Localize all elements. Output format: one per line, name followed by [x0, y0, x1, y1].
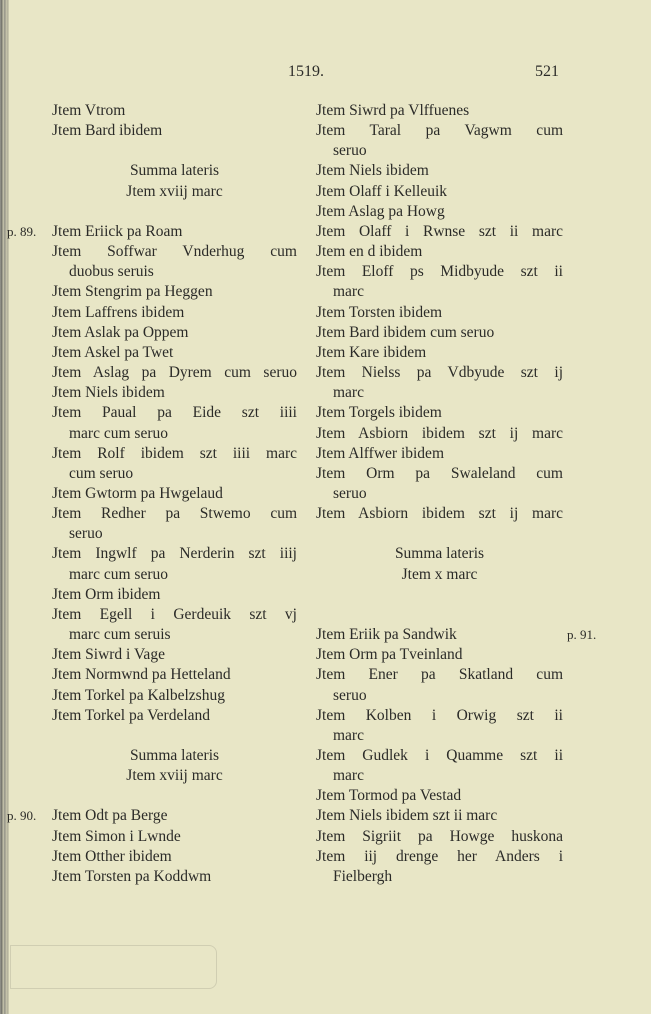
line-text: Jtem Orm pa Tveinland [316, 646, 463, 664]
paper-slip-mark [10, 945, 217, 989]
line-text: marc cum seruo [69, 424, 168, 442]
entry-continuation [52, 424, 297, 444]
line-text: Jtem Siwrd i Vage [52, 646, 165, 664]
line-text: Jtem Aslag pa Dyrem cum seruo [52, 364, 297, 382]
entry-line [52, 847, 297, 867]
line-text: Jtem Olaff i Kelleuik [316, 182, 448, 200]
entry-line [316, 303, 563, 323]
line-text: Jtem Taral pa Vagwm cum [316, 122, 563, 140]
line-text: Jtem Ingwlf pa Nerderin szt iiij [52, 545, 297, 563]
left-column [7, 101, 297, 887]
entry-line [316, 827, 563, 847]
entry-line [52, 242, 297, 262]
line-text: Jtem Niels ibidem [52, 384, 165, 402]
entry-continuation [316, 484, 563, 504]
line-text: Jtem Kare ibidem [316, 343, 427, 361]
entry-line [52, 101, 297, 121]
summary-line [52, 182, 297, 202]
line-text: Jtem Ener pa Skatland cum [316, 666, 563, 684]
summary-line [316, 565, 563, 585]
entry-continuation [316, 726, 563, 746]
header-year: 1519. [288, 63, 324, 80]
line-text: Jtem Otther ibidem [52, 847, 172, 865]
line-text: Jtem Eloff ps Midbyude szt ii [316, 263, 563, 281]
line-text: Jtem Vtrom [52, 102, 126, 119]
line-text: Jtem Rolf ibidem szt iiii marc [52, 444, 297, 462]
line-text: Jtem Torgels ibidem [316, 404, 442, 422]
line-text: Jtem Nielss pa Vdbyude szt ij [316, 364, 563, 382]
entry-line [316, 262, 563, 282]
entry-line [316, 464, 563, 484]
line-text: Jtem Asbiorn ibidem szt ij marc [316, 505, 563, 523]
entry-line [52, 645, 297, 665]
entry-line [316, 222, 563, 242]
entry-line [316, 806, 563, 826]
margin-page-reference: p. 91. [567, 627, 597, 643]
entry-line [52, 827, 297, 847]
line-text: seruo [333, 686, 367, 704]
entry-continuation [316, 282, 563, 302]
line-text: Jtem Eriik pa Sandwik [316, 626, 457, 644]
margin-page-reference: p. 89. [7, 223, 37, 239]
line-text: Jtem Torsten ibidem [316, 303, 443, 321]
entry-continuation [316, 686, 563, 706]
entry-line [316, 242, 563, 262]
line-text: Jtem Egell i Gerdeuik szt vj [52, 605, 297, 623]
line-text: Jtem Torkel pa Kalbelzshug [52, 686, 225, 704]
summary-line [52, 161, 297, 181]
entry-line [316, 625, 597, 645]
entry-line [52, 585, 297, 605]
line-text: seruo [333, 142, 367, 160]
line-text: marc [333, 726, 364, 744]
entry-line [316, 363, 563, 383]
line-text: Jtem Laffrens ibidem [52, 303, 185, 321]
entry-line [316, 121, 563, 141]
entry-line [7, 806, 297, 826]
line-text: seruo [333, 484, 367, 502]
entry-continuation [316, 141, 563, 161]
line-text: Jtem Torkel pa Verdeland [52, 706, 211, 724]
book-binding-edge [0, 0, 9, 1014]
entry-line [316, 161, 563, 181]
line-text: Jtem Redher pa Stwemo cum [52, 505, 297, 523]
line-text: Jtem Alffwer ibidem [316, 444, 444, 462]
line-text: Jtem Niels ibidem szt ii marc [316, 807, 498, 825]
entry-line [316, 444, 563, 464]
entry-line [52, 303, 297, 323]
summary-line [316, 544, 563, 564]
line-text: Jtem Tormod pa Vestad [316, 787, 462, 805]
line-text: marc [333, 767, 364, 785]
line-text: Jtem xviij marc [126, 767, 223, 785]
entry-line [52, 706, 297, 726]
right-column [316, 101, 597, 887]
blank-line [52, 141, 297, 161]
entry-line [316, 202, 563, 222]
entry-line [316, 101, 563, 121]
line-text: Jtem x marc [401, 565, 478, 583]
entry-line [52, 544, 297, 564]
line-text: marc [333, 283, 364, 301]
entry-continuation [316, 383, 563, 403]
entry-line [52, 323, 297, 343]
entry-line [52, 504, 297, 524]
entry-continuation [52, 464, 297, 484]
line-text: Jtem Bard ibidem cum seruo [316, 323, 495, 341]
line-text: Summa lateris [129, 162, 220, 180]
margin-page-reference: p. 90. [7, 808, 37, 824]
entry-line [316, 706, 563, 726]
entry-continuation [52, 565, 297, 585]
line-text: marc cum seruis [69, 626, 171, 644]
entry-line [52, 383, 297, 403]
blank-line [52, 202, 297, 222]
blank-line [316, 605, 563, 625]
entry-continuation [316, 867, 563, 887]
entry-line [52, 867, 297, 887]
entry-line [52, 484, 297, 504]
blank-line [52, 786, 297, 806]
line-text: Jtem Paual pa Eide szt iiii [52, 404, 297, 422]
line-text: Jtem Olaff i Rwnse szt ii marc [316, 222, 563, 240]
line-text: Jtem Soffwar Vnderhug cum [52, 243, 297, 261]
entry-continuation [52, 524, 297, 544]
entry-line [316, 665, 563, 685]
line-text: Jtem Kolben i Orwig szt ii [316, 706, 563, 724]
summary-line [52, 766, 297, 786]
entry-line [316, 182, 563, 202]
entry-line [52, 605, 297, 625]
line-text: Jtem Gudlek i Quamme szt ii [316, 747, 563, 764]
line-text: Jtem xviij marc [126, 182, 223, 200]
line-text: cum seruo [69, 464, 134, 482]
line-text: Jtem Orm ibidem [52, 585, 161, 603]
entry-line [316, 323, 563, 343]
entry-line [52, 363, 297, 383]
entry-line [316, 786, 563, 806]
entry-line [316, 424, 563, 444]
entry-line [52, 665, 297, 685]
entry-line [316, 847, 563, 867]
page-number: 521 [535, 63, 559, 80]
line-text: seruo [69, 525, 103, 543]
line-text: marc [333, 384, 364, 402]
line-text: Jtem en d ibidem [316, 243, 423, 261]
line-text: Jtem iij drenge her Anders i [316, 847, 563, 865]
entry-continuation [52, 262, 297, 282]
line-text: Jtem Asbiorn ibidem szt ij marc [316, 424, 563, 442]
entry-line [52, 121, 297, 141]
line-text: Summa lateris [129, 747, 220, 764]
line-text: Summa lateris [394, 545, 485, 563]
line-text: Jtem Simon i Lwnde [52, 827, 181, 845]
blank-line [316, 585, 563, 605]
line-text: Jtem Torsten pa Koddwm [52, 867, 212, 885]
line-text: Jtem Eriick pa Roam [52, 222, 183, 240]
line-text: Jtem Siwrd pa Vlffuenes [316, 102, 470, 119]
line-text: Jtem Sigriit pa Howge huskona [316, 827, 563, 845]
blank-line [52, 726, 297, 746]
line-text: marc cum seruo [69, 565, 168, 583]
line-text: Jtem Gwtorm pa Hwgelaud [52, 484, 223, 502]
entry-line [52, 282, 297, 302]
entry-continuation [52, 625, 297, 645]
line-text: Jtem Odt pa Berge [52, 807, 168, 825]
line-text: Jtem Askel pa Twet [52, 343, 174, 361]
entry-line [316, 343, 563, 363]
entry-line [316, 403, 563, 423]
line-text: duobus seruis [69, 263, 154, 281]
entry-line [52, 686, 297, 706]
entry-line [52, 403, 297, 423]
line-text: Fielbergh [333, 867, 393, 885]
entry-line [316, 746, 563, 766]
summary-line [52, 746, 297, 766]
line-text: Jtem Normwnd pa Hetteland [52, 666, 231, 684]
entry-line [7, 222, 297, 242]
line-text: Jtem Aslak pa Oppem [52, 323, 189, 341]
entry-line [316, 504, 563, 524]
line-text: Jtem Aslag pa Howg [316, 202, 445, 220]
entry-line [52, 444, 297, 464]
line-text: Jtem Niels ibidem [316, 162, 429, 180]
line-text: Jtem Bard ibidem [52, 122, 163, 140]
entry-line [316, 645, 563, 665]
line-text: Jtem Stengrim pa Heggen [52, 283, 213, 301]
entry-continuation [316, 766, 563, 786]
line-text: Jtem Orm pa Swaleland cum [316, 464, 563, 482]
blank-line [316, 524, 563, 544]
entry-line [52, 343, 297, 363]
